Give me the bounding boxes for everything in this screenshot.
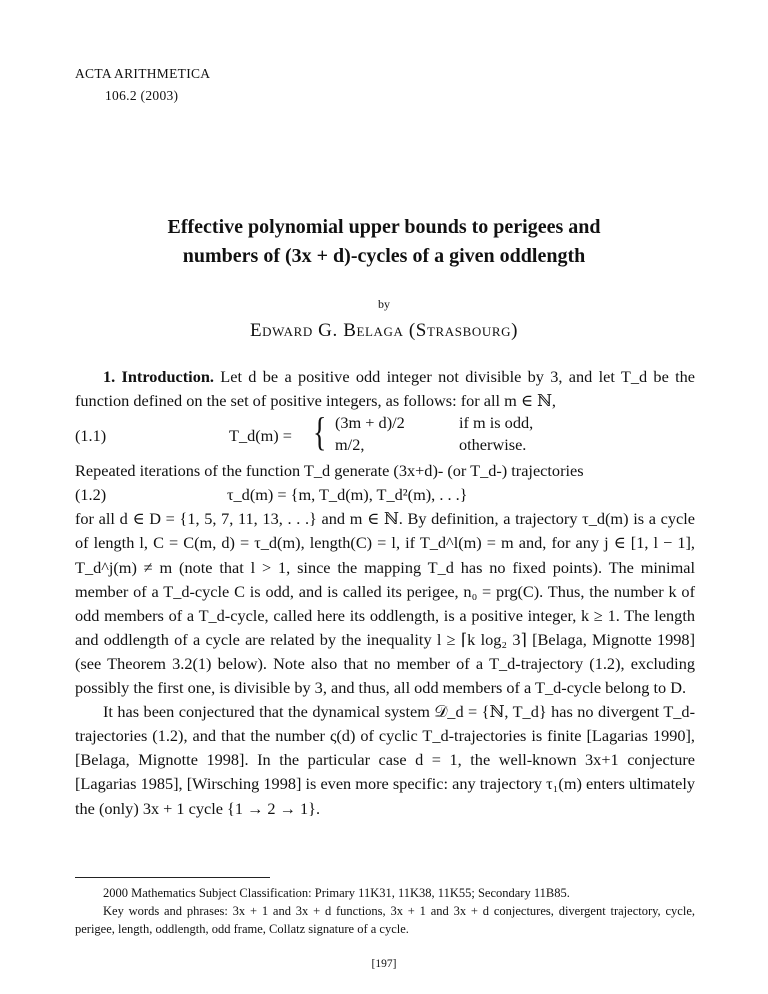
equation-number: (1.1) [75,426,107,446]
case-row [335,411,534,435]
left-brace-icon: { [313,409,327,455]
case-condition: otherwise. [459,435,527,455]
title-line-1: Effective polynomial upper bounds to perigees and [167,216,601,238]
intro-paragraph-4: It has been conjectured that the dynamical system 𝒟_d = {ℕ, T_d} has no divergent T_d-trajectories (1.2), and that the number ς(d) of cyclic T_d-trajectories is finite [Lagarias 1990], [Belaga, Mignotte 1998]. In the particular case d = 1, the well-known 3x+1 conjecture [Lagarias 1985], [Wirsching 1998] is even more specific: any trajectory τ₁(m) enters ultimately the (only) 3x + 1 cycle {1 → 2 → 1}. [75,702,695,818]
case-condition: if m is odd, [459,413,534,433]
case-expression: (3m + d)/2 [335,413,405,433]
intro-paragraph-2: Repeated iterations of the function T_d generate (3x+d)- (or T_d-) trajectories [75,461,584,481]
journal-name: ACTA ARITHMETICA [75,66,211,81]
author-line: Edward G. Belaga (Strasbourg) [249,320,519,341]
case-expression: m/2, [335,435,365,455]
equation-1-1 [75,409,695,459]
equation-1-2 [75,483,695,507]
intro-paragraph-1 [75,365,695,413]
intro-section [75,365,695,821]
footnotes [75,884,695,938]
paper-title [40,213,728,271]
journal-header [75,63,210,107]
case-row [335,433,527,457]
footnote-keywords: Key words and phrases: 3x + 1 and 3x + d functions, 3x + 1 and 3x + d conjectures, divergent trajectory, cycle, perigee, length, oddlength, odd frame, Collatz signature of a cycle. [75,904,695,936]
footnote-rule [75,877,270,878]
byline: by [378,297,390,311]
intro-paragraph-1-text: Let d be a positive odd integer not divisible by 3, and let T_d be the function defined on the set of positive integers, as follows: for all m ∈ ℕ, [75,367,696,411]
equation-expression: τ_d(m) = {m, T_d(m), T_d²(m), . . .} [227,485,468,505]
page-number: [197] [371,958,397,970]
section-heading: 1. Introduction. [103,367,214,386]
equation-lhs: T_d(m) = [229,426,292,446]
equation-number: (1.2) [75,485,107,505]
title-line-2: numbers of (3x + d)-cycles of a given oddlength [182,245,586,267]
intro-paragraph-3: for all d ∈ D = {1, 5, 7, 11, 13, . . .} and m ∈ ℕ. By definition, a trajectory τ_d(m) is a cycle of length l, C = C(m, d) = τ_d(m), length(C) = l, if T_d^l(m) = m and, for any j ∈ [1, l − 1], T_d^j(m) ≠ m (note that l > 1, since the mapping T_d has no fixed points). The minimal member of a T_d-cycle C is odd, and is called its perigee, n₀ = prg(C). Thus, the number k of odd members of a T_d-cycle, called here its oddlength, is a positive integer, k ≥ 1. The length and oddlength of a cycle are related by the inequality l ≥ ⌈k log₂ 3⌉ [Belaga, Mignotte 1998] (see Theorem 3.2(1) below). Note also that no member of a T_d-trajectory (1.2), excluding possibly the first one, is divisible by 3, and thus, all odd members of a T_d-cycle belong to D. [75,509,695,698]
journal-volume: 106.2 (2003) [105,88,179,103]
footnote-msc: 2000 Mathematics Subject Classification: Primary 11K31, 11K38, 11K55; Secondary 11B85. [103,886,570,900]
